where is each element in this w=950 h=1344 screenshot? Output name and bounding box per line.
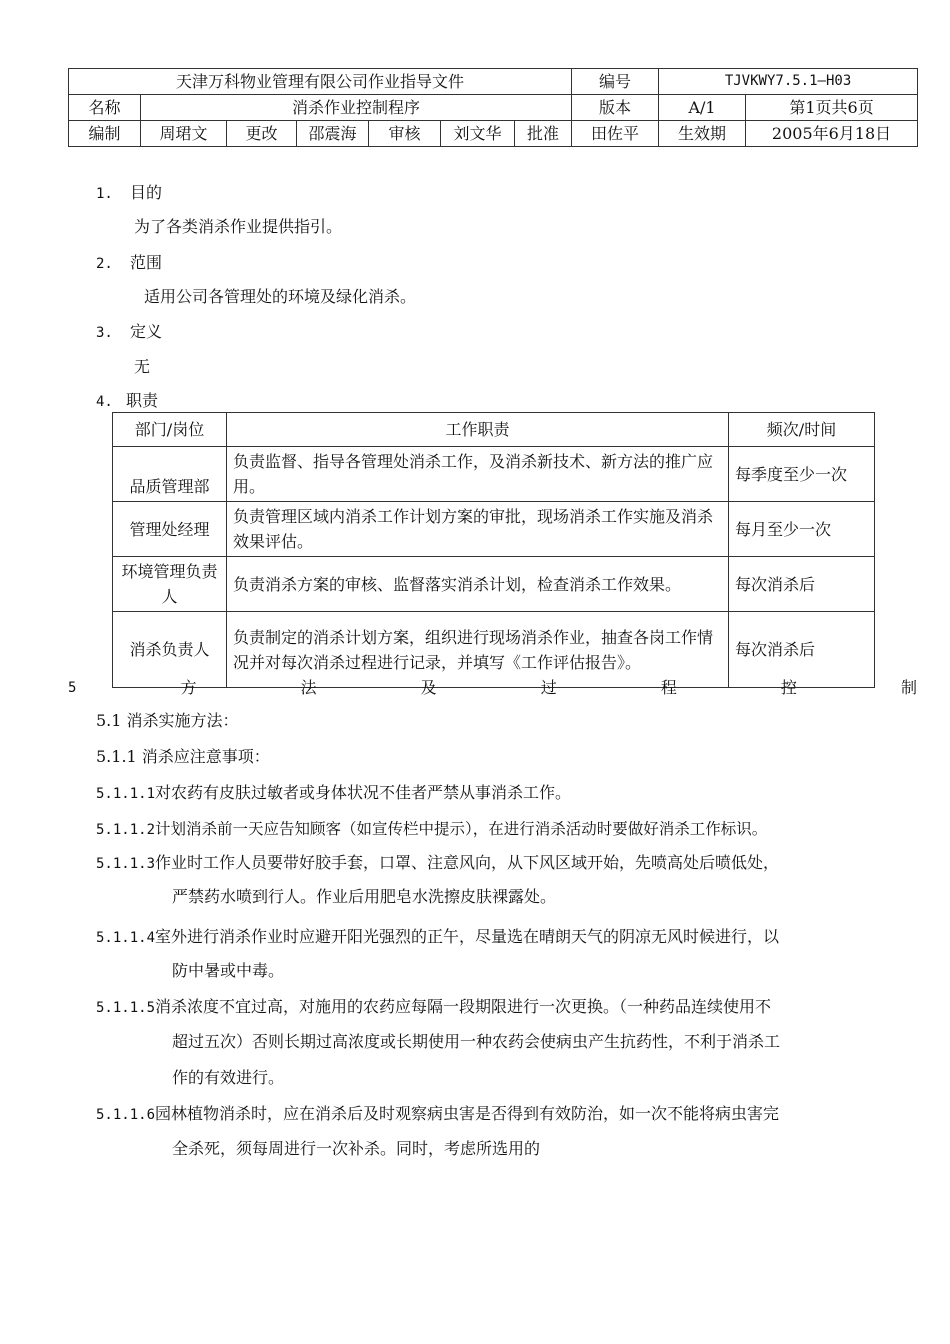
item-text: 消杀浓度不宜过高，对施用的农药应每隔一段期限进行一次更换。（一种药品连续使用不 (155, 997, 772, 1016)
section-2-text: 适用公司各管理处的环境及绿化消杀。 (144, 287, 417, 306)
heading-char: 法 (300, 678, 317, 697)
duty-cell: 负责监督、指导各管理处消杀工作，及消杀新技术、新方法的推广应用。 (227, 447, 729, 502)
page-info: 第1页共6页 (746, 95, 918, 121)
section-number: 4. (96, 394, 113, 410)
subsection-5-1: 5.1 消杀实施方法： (96, 711, 239, 730)
item-5-1-1-2 (96, 818, 767, 841)
heading-char: 及 (420, 678, 437, 697)
table-row (113, 447, 875, 502)
item-continuation: 全杀死，须每周进行一次补杀。同时，考虑所选用的 (172, 1139, 541, 1158)
name-label: 名称 (69, 95, 141, 121)
item-5-1-1-3 (96, 852, 779, 875)
section-3-text: 无 (134, 357, 151, 376)
duty-cell: 负责管理区域内消杀工作计划方案的审批，现场消杀工作实施及消杀效果评估。 (227, 502, 729, 557)
review-label: 审核 (369, 121, 441, 147)
heading-char: 制 (900, 678, 917, 697)
section-5-heading (68, 676, 917, 700)
item-continuation: 作的有效进行。 (172, 1068, 285, 1087)
company-title: 天津万科物业管理有限公司作业指导文件 (69, 69, 572, 95)
review-value: 刘文华 (441, 121, 515, 147)
responsibility-table (112, 412, 875, 688)
item-continuation: 超过五次）否则长期过高浓度或长期使用一种农药会使病虫产生抗药性，不利于消杀工 (172, 1032, 781, 1051)
freq-cell: 每月至少一次 (729, 502, 875, 557)
item-continuation: 防中暑或中毒。 (172, 961, 285, 980)
effective-value: 2005年6月18日 (746, 121, 918, 147)
item-number: 5.1.1.2 (96, 822, 156, 838)
section-4-heading (96, 390, 158, 413)
section-number: 2. (96, 256, 113, 272)
dept-cell: 管理处经理 (113, 502, 227, 557)
table-row (113, 557, 875, 612)
prepare-label: 编制 (69, 121, 141, 147)
duty-cell: 负责消杀方案的审核、监督落实消杀计划，检查消杀工作效果。 (227, 557, 729, 612)
item-number: 5.1.1.5 (96, 1000, 156, 1016)
section-title: 职责 (125, 391, 158, 410)
item-text: 对农药有皮肤过敏者或身体状况不佳者严禁从事消杀工作。 (155, 783, 572, 802)
duty-cell: 负责制定的消杀计划方案，组织进行现场消杀作业，抽查各岗工作情况并对每次消杀过程进行记录，并填写《工作评估报告》。 (227, 612, 729, 688)
document-header-table (68, 68, 918, 147)
freq-cell: 每季度至少一次 (729, 447, 875, 502)
freq-cell: 每次消杀后 (729, 612, 875, 688)
table-header-row (113, 413, 875, 447)
freq-cell: 每次消杀后 (729, 557, 875, 612)
version-value: A/1 (659, 95, 746, 121)
dept-cell: 消杀负责人 (113, 612, 227, 688)
item-5-1-1-5 (96, 996, 771, 1019)
heading-char: 方 (180, 678, 197, 697)
item-5-1-1-6 (96, 1103, 779, 1126)
dept-cell: 环境管理负责人 (113, 557, 227, 612)
section-1-text: 为了各类消杀作业提供指引。 (134, 217, 343, 236)
column-header: 部门/岗位 (113, 413, 227, 447)
section-1-heading (96, 182, 162, 205)
item-text: 作业时工作人员要带好胶手套，口罩、注意风向，从下风区域开始，先喷高处后喷低处， (155, 853, 780, 872)
document-name: 消杀作业控制程序 (141, 95, 572, 121)
item-number: 5.1.1.1 (96, 786, 156, 802)
item-number: 5.1.1.6 (96, 1107, 156, 1123)
item-continuation: 严禁药水喷到行人。作业后用肥皂水洗擦皮肤裸露处。 (172, 887, 557, 906)
dept-cell: 品质管理部 (113, 447, 227, 502)
heading-char: 控 (780, 678, 797, 697)
heading-char: 过 (540, 678, 557, 697)
approve-value: 田佐平 (572, 121, 659, 147)
item-5-1-1-4 (96, 926, 779, 949)
version-label: 版本 (572, 95, 659, 121)
section-title: 定义 (129, 322, 162, 341)
section-number: 3. (96, 325, 113, 341)
heading-char: 程 (660, 678, 677, 697)
item-number: 5.1.1.4 (96, 930, 156, 946)
item-number: 5.1.1.3 (96, 856, 156, 872)
section-2-heading (96, 252, 162, 275)
column-header: 工作职责 (227, 413, 729, 447)
section-title: 目的 (129, 183, 162, 202)
heading-char: 5 (68, 680, 77, 696)
code-label: 编号 (572, 69, 659, 95)
prepare-value: 周珺文 (141, 121, 227, 147)
section-title: 范围 (129, 253, 162, 272)
code-value: TJVKWY7.5.1—H03 (659, 69, 918, 95)
subsection-5-1-1: 5.1.1 消杀应注意事项： (96, 747, 270, 766)
modify-value: 邵震海 (297, 121, 369, 147)
section-3-heading (96, 321, 162, 344)
item-text: 园林植物消杀时，应在消杀后及时观察病虫害是否得到有效防治，如一次不能将病虫害完 (155, 1104, 780, 1123)
item-text: 室外进行消杀作业时应避开阳光强烈的正午，尽量选在晴朗天气的阴凉无风时候进行，以 (155, 927, 780, 946)
effective-label: 生效期 (659, 121, 746, 147)
modify-label: 更改 (227, 121, 297, 147)
item-text: 计划消杀前一天应告知顾客（如宣传栏中提示），在进行消杀活动时要做好消杀工作标识。 (155, 820, 768, 838)
column-header: 频次/时间 (729, 413, 875, 447)
table-row (113, 502, 875, 557)
approve-label: 批准 (515, 121, 572, 147)
section-number: 1. (96, 186, 113, 202)
item-5-1-1-1 (96, 782, 571, 805)
